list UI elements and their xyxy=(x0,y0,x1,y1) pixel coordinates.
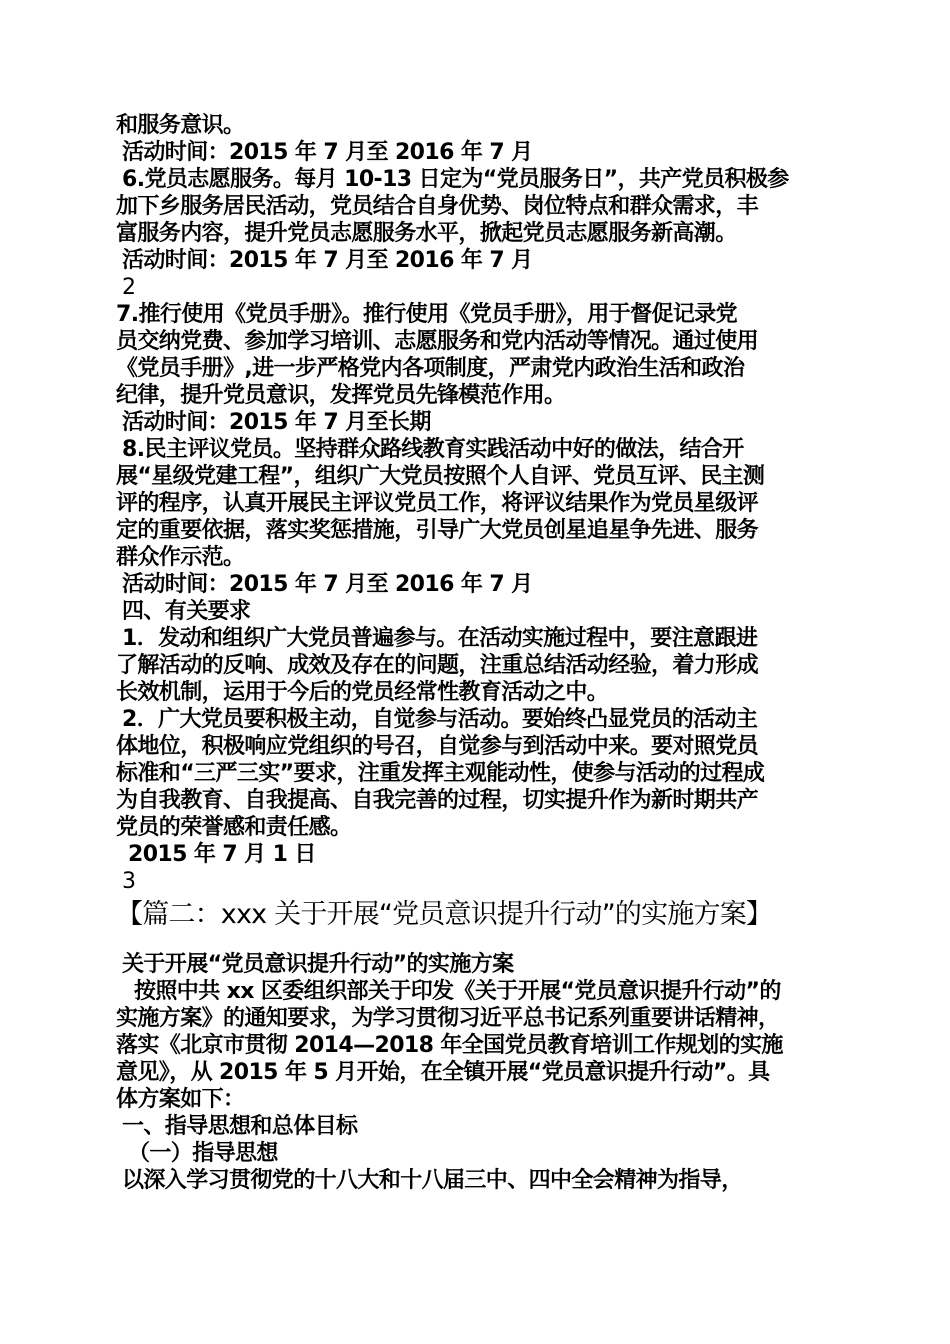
text-line: 7.推行使用《党员手册》。推行使用《党员手册》，用于督促记录党 xyxy=(116,302,738,327)
doc-title: 关于开展“党员意识提升行动”的实施方案 xyxy=(122,952,514,977)
text-line: 纪律，提升党员意识，发挥党员先锋模范作用。 xyxy=(116,383,566,408)
text-line: 2．广大党员要积极主动，自觉参与活动。要始终凸显党员的活动主 xyxy=(122,707,758,732)
text-line: 富服务内容，提升党员志愿服务水平，掀起党员志愿服务新高潮。 xyxy=(116,221,737,246)
text-line: 展“星级党建工程”，组织广大党员按照个人自评、党员互评、民主测 xyxy=(116,464,765,489)
text-line: 了解活动的反响、成效及存在的问题，注重总结活动经验，着力形成 xyxy=(116,653,759,678)
activity-time: 活动时间：2015 年 7 月至 2016 年 7 月 xyxy=(122,140,533,165)
text-line: 加下乡服务居民活动，党员结合自身优势、岗位特点和群众需求，丰 xyxy=(116,194,759,219)
text-line: 评的程序，认真开展民主评议党员工作，将评议结果作为党员星级评 xyxy=(116,491,759,516)
page-number: 3 xyxy=(122,869,136,894)
text-line: 以深入学习贯彻党的十八大和十八届三中、四中全会精神为指导， xyxy=(122,1168,743,1193)
section-title: 四、有关要求 xyxy=(122,599,251,624)
text-line: 群众作示范。 xyxy=(116,545,245,570)
text-line: 为自我教育、自我提高、自我完善的过程，切实提升作为新时期共产 xyxy=(116,788,759,813)
activity-time: 活动时间：2015 年 7 月至长期 xyxy=(122,410,431,435)
text-line: 落实《北京市贯彻 2014—2018 年全国党员教育培训工作规划的实施 xyxy=(116,1033,783,1058)
page-number: 2 xyxy=(122,275,136,300)
activity-time: 活动时间：2015 年 7 月至 2016 年 7 月 xyxy=(122,572,533,597)
date-line: 2015 年 7 月 1 日 xyxy=(128,842,316,867)
text-line: 党员的荣誉感和责任感。 xyxy=(116,815,352,840)
section-heading: 【篇二：xxx 关于开展“党员意识提升行动”的实施方案】 xyxy=(116,899,773,930)
text-line: 实施方案》的通知要求，为学习贯彻习近平总书记系列重要讲话精神， xyxy=(116,1006,780,1031)
spacer xyxy=(116,933,836,951)
activity-time: 活动时间：2015 年 7 月至 2016 年 7 月 xyxy=(122,248,533,273)
section-title: 一、指导思想和总体目标 xyxy=(122,1114,358,1139)
text-line: 按照中共 xx 区委组织部关于印发《关于开展“党员意识提升行动”的 xyxy=(134,979,781,1004)
text-line: 6.党员志愿服务。每月 10-13 日定为“党员服务日”，共产党员积极参 xyxy=(122,167,789,192)
subsection-title: （一）指导思想 xyxy=(128,1141,278,1166)
text-line: 体方案如下： xyxy=(116,1087,245,1112)
text-line: 1．发动和组织广大党员普遍参与。在活动实施过程中，要注意跟进 xyxy=(122,626,758,651)
text-line: 员交纳党费、参加学习培训、志愿服务和党内活动等情况。通过使用 xyxy=(116,329,759,354)
text-line: 和服务意识。 xyxy=(116,113,245,138)
text-line: 标准和“三严三实”要求，注重发挥主观能动性，使参与活动的过程成 xyxy=(116,761,765,786)
text-line: 8.民主评议党员。坚持群众路线教育实践活动中好的做法，结合开 xyxy=(122,437,744,462)
text-line: 《党员手册》,进一步严格党内各项制度，严肃党内政治生活和政治 xyxy=(116,356,745,381)
text-line: 意见》，从 2015 年 5 月开始，在全镇开展“党员意识提升行动”。具 xyxy=(116,1060,770,1085)
document-body xyxy=(116,112,836,1194)
text-line: 定的重要依据，落实奖惩措施，引导广大党员创星追星争先进、服务 xyxy=(116,518,759,543)
text-line: 体地位，积极响应党组织的号召，自觉参与到活动中来。要对照党员 xyxy=(116,734,759,759)
text-line: 长效机制，运用于今后的党员经常性教育活动之中。 xyxy=(116,680,609,705)
